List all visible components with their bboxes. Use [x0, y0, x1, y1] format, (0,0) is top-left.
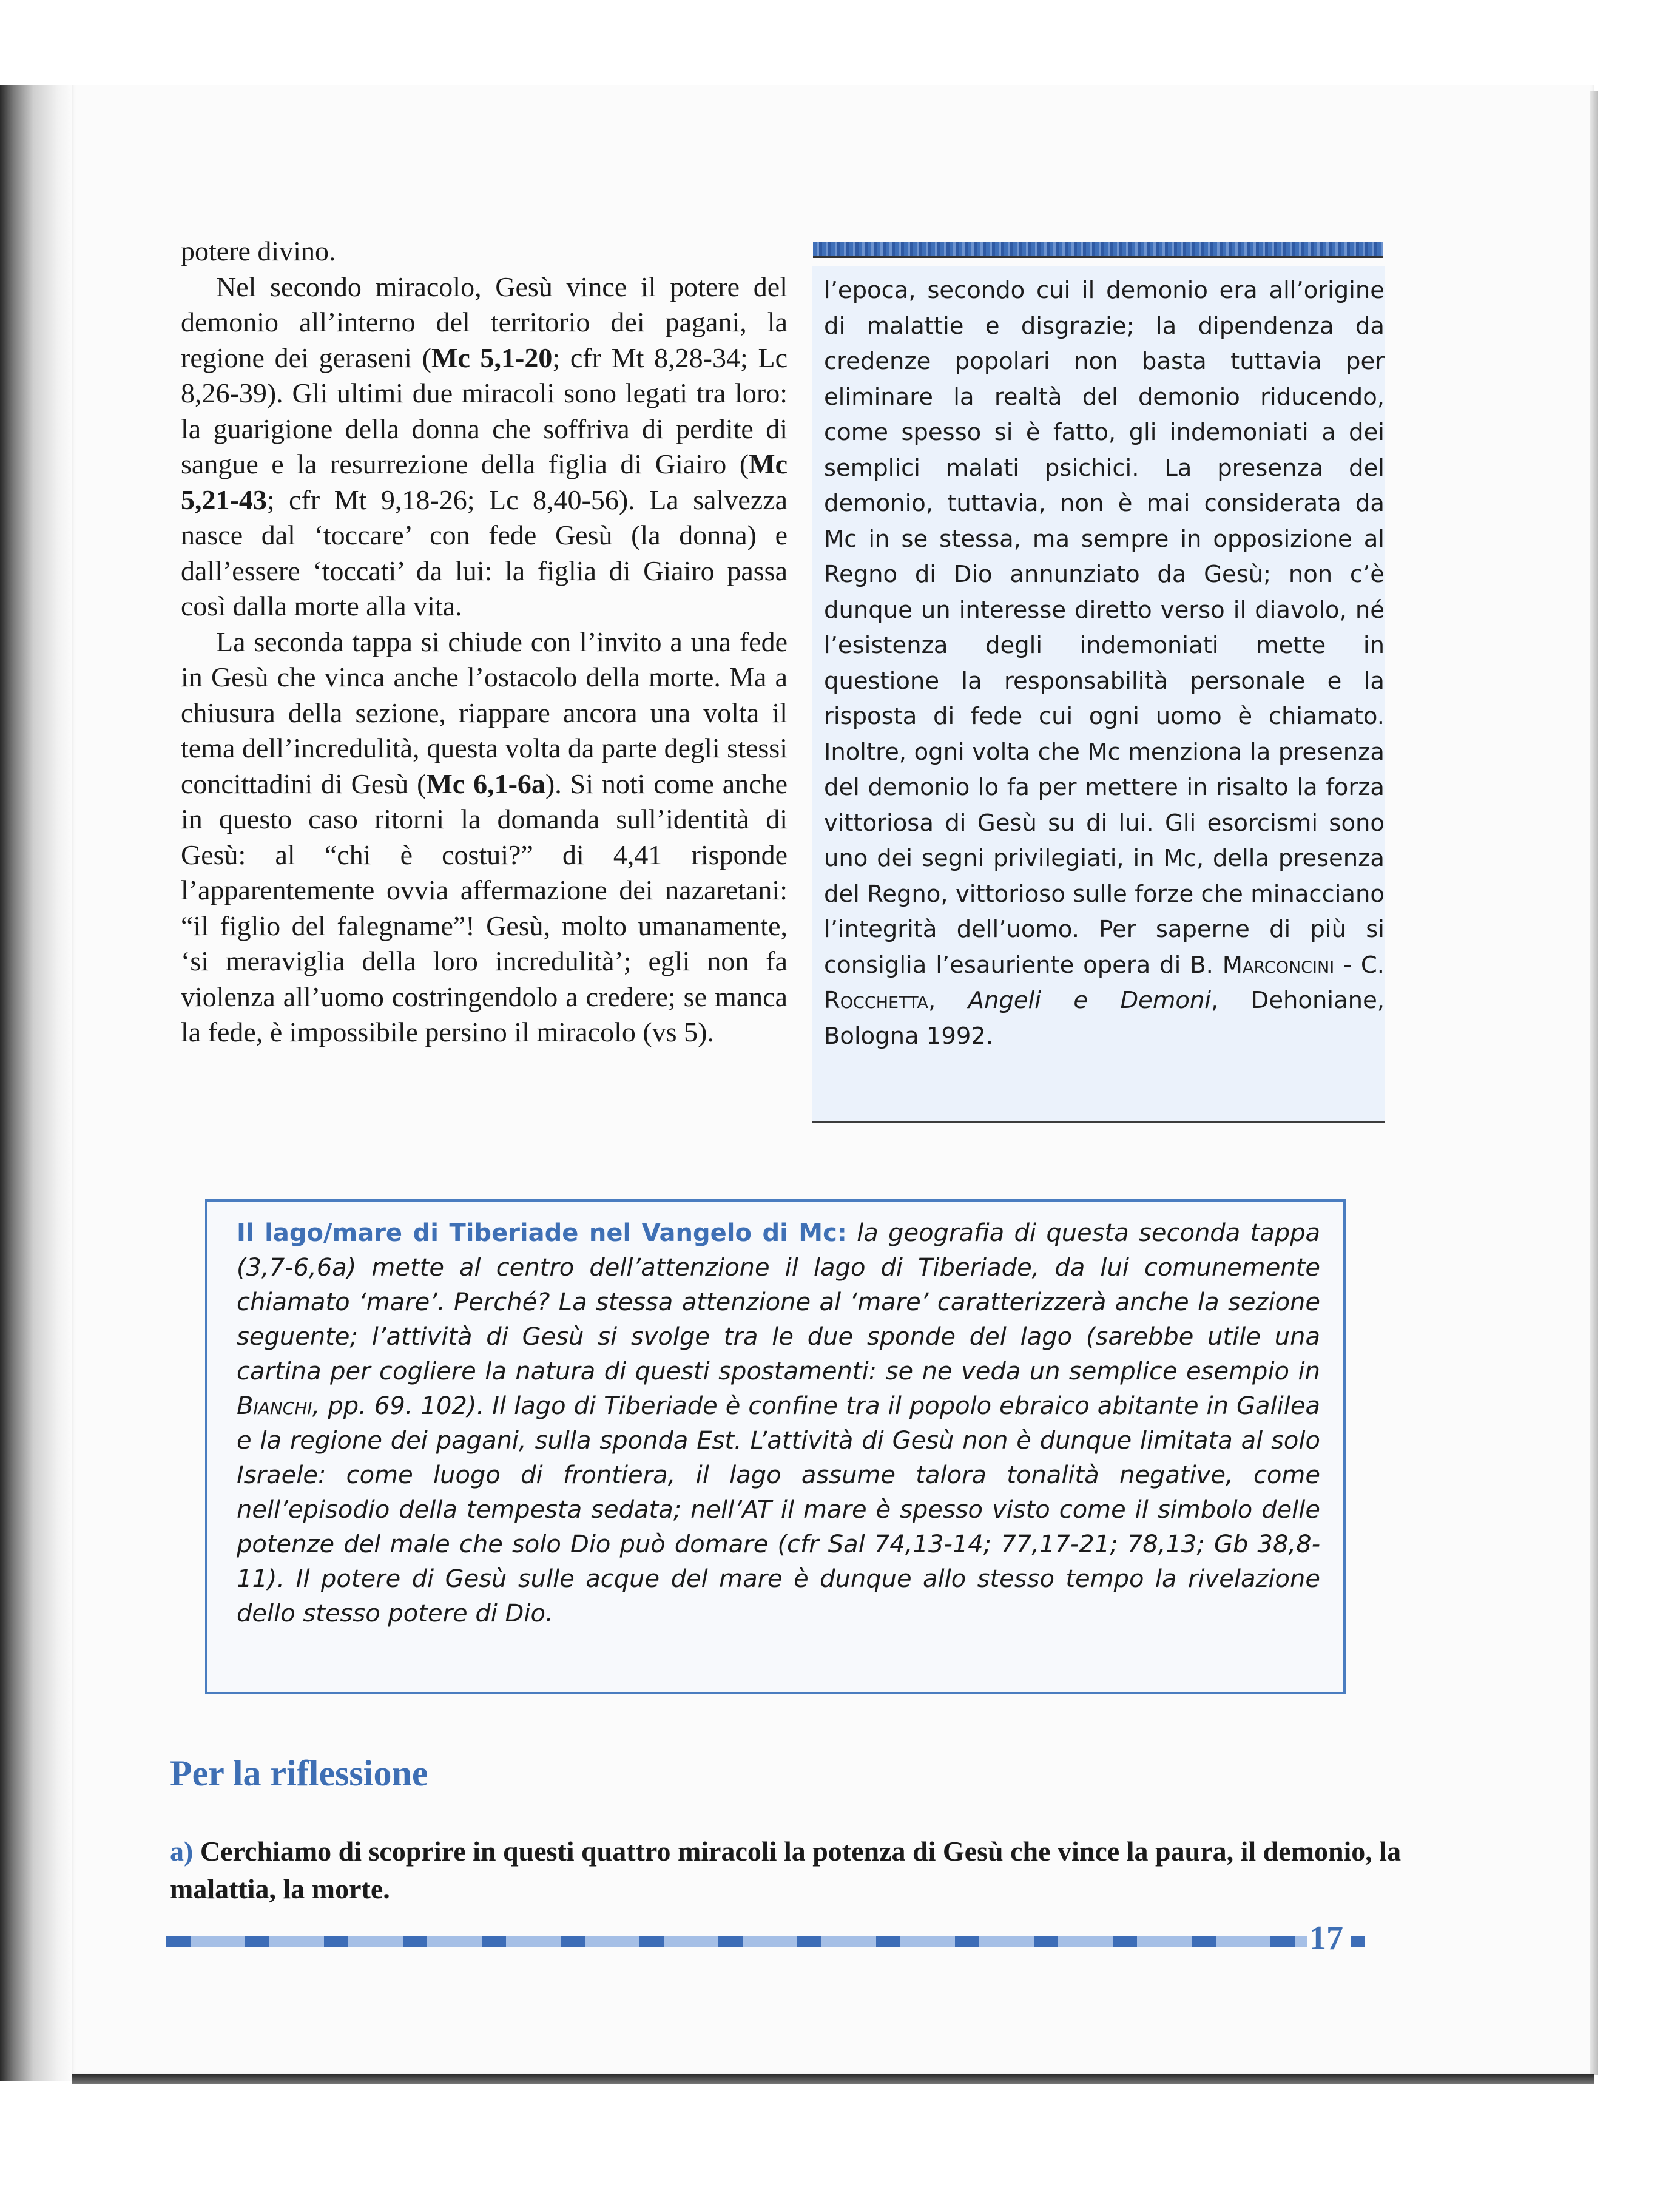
footer-decorative-bar	[166, 1936, 1307, 1947]
sidebar-text: l’epoca, secondo cui il demonio era all’origine di malattie e disgrazie; la dipendenza da credenze popolari non basta tuttavia per eliminare la realtà del demonio riducendo, come spesso si è fatto, gli indemoniati a dei semplici malati psichici. La presenza del demonio, tuttavia, non è mai considerata da Mc in se stessa, ma sempre in opposizione al Regno di Dio annunziato da Gesù; non c’è dunque un interesse diretto verso il diavolo, né l’esistenza degli indemoniati mette in questione la responsabilità personale e la risposta di fede cui ogni uomo è chiamato. Inoltre, ogni volta che Mc menziona la presenza del demonio lo fa per mettere in risalto la forza vittoriosa di Gesù su di lui. Gli esorcismi sono uno dei segni privilegiati, in Mc, della presenza del Regno, vittorioso sulle forze che minacciano l’integrità dell’uomo. Per saperne di più si consiglia l’esauriente opera di B. Marconcini - C. Rocchetta, Angeli e Demoni, Dehoniane, Bologna 1992.	[824, 277, 1385, 1050]
question-label: a)	[170, 1836, 194, 1867]
paragraph-3: La seconda tappa si chiude con l’invito a una fede in Gesù che vinca anche l’ostacolo della morte. Ma a chiusura della sezione, riappare ancora una volta il tema dell’incredulità, questa volta da parte degli stessi concittadini di Gesù (Mc 6,1-6a). Si noti come anche in questo caso ritorni la domanda sull’identità di Gesù: al “chi è costui?” di 4,41 risponde l’apparentemente ovvia affermazione dei nazaretani: “il figlio del falegname”! Gesù, molto umanamente, ‘si meraviglia della loro incredulità’; egli non fa violenza all’uomo costringendolo a credere; se manca la fede, è impossibile persino il miracolo (vs 5).	[181, 626, 788, 1047]
author-name: Rocchetta	[824, 987, 928, 1014]
paragraph-2: Nel secondo miracolo, Gesù vince il potere del demonio all’interno del territorio dei pagani, la regione dei geraseni (Mc 5,1-20; cfr Mt 8,28-34; Lc 8,26-39). Gli ultimi due miracoli sono legati tra loro: la guarigione della donna che soffriva di perdite di sangue e la resurrezione della figlia di Giairo (Mc 5,21-43; cfr Mt 9,18-26; Lc 8,40-56). La salvezza nasce dal ‘toccare’ con fede Gesù (la donna) e dall’essere ‘toccati’ da lui: la figlia di Giairo passa così dalla morte alla vita.	[181, 271, 788, 621]
page-edge	[1590, 91, 1598, 2075]
page-number: 17	[1309, 1919, 1343, 1957]
footer-bar-end	[1351, 1936, 1365, 1947]
bible-reference: Mc 5,1-20	[431, 342, 553, 373]
bible-reference: Mc 5,21-43	[181, 448, 788, 515]
sidebar-top-rule	[813, 256, 1383, 258]
book-spine-shadow	[0, 85, 72, 2081]
page-bottom-edge	[72, 2074, 1594, 2084]
author-name: Marconcini	[1222, 951, 1335, 979]
sidebar-bottom-rule	[812, 1121, 1385, 1123]
reflection-question: a) Cerchiamo di scoprire in questi quattro miracoli la potenza di Gesù che vince la paura, il demonio, la malattia, la morte.	[170, 1836, 1402, 1904]
sidebar-box	[812, 266, 1385, 1121]
author-name: Bianchi	[237, 1392, 312, 1420]
tiberiade-note-box: Il lago/mare di Tiberiade nel Vangelo di Mc: la geografia di questa seconda tappa (3,7-6,6a) mette al centro dell’attenzione il lago di Tiberiade, da lui comunemente chiamato ‘mare’. Perché? La stessa attenzione al ‘mare’ caratterizzerà anche la sezione seguente; l’attività di Gesù si svolge tra le due sponde del lago (sarebbe utile una cartina per cogliere la natura di questi spostamenti: se ne veda un semplice esempio in Bianchi, pp. 69. 102). Il lago di Tiberiade è confine tra il popolo ebraico abitante in Galilea e la regione dei pagani, sulla sponda Est. L’attività di Gesù non è dunque limitata al solo Israele: come luogo di frontiera, il lago assume talora tonalità negative, come nell’episodio della tempesta sedata; nell’AT il mare è spesso visto come il simbolo delle potenze del male che solo Dio può domare (cfr Sal 74,13-14; 77,17-21; 78,13; Gb 38,8-11). Il potere di Gesù sulle acque del mare è dunque allo stesso tempo la rivelazione dello stesso potere di Dio.	[205, 1199, 1346, 1694]
paragraph-1: potere divino.	[181, 235, 336, 266]
bible-reference: Mc 6,1-6a	[426, 768, 545, 799]
book-title: Angeli e Demoni	[968, 987, 1211, 1014]
note-title: Il lago/mare di Tiberiade nel Vangelo di Mc:	[237, 1219, 847, 1247]
left-column	[181, 234, 788, 1050]
sidebar-top-bar	[813, 242, 1383, 257]
section-heading: Per la riflessione	[170, 1753, 428, 1793]
